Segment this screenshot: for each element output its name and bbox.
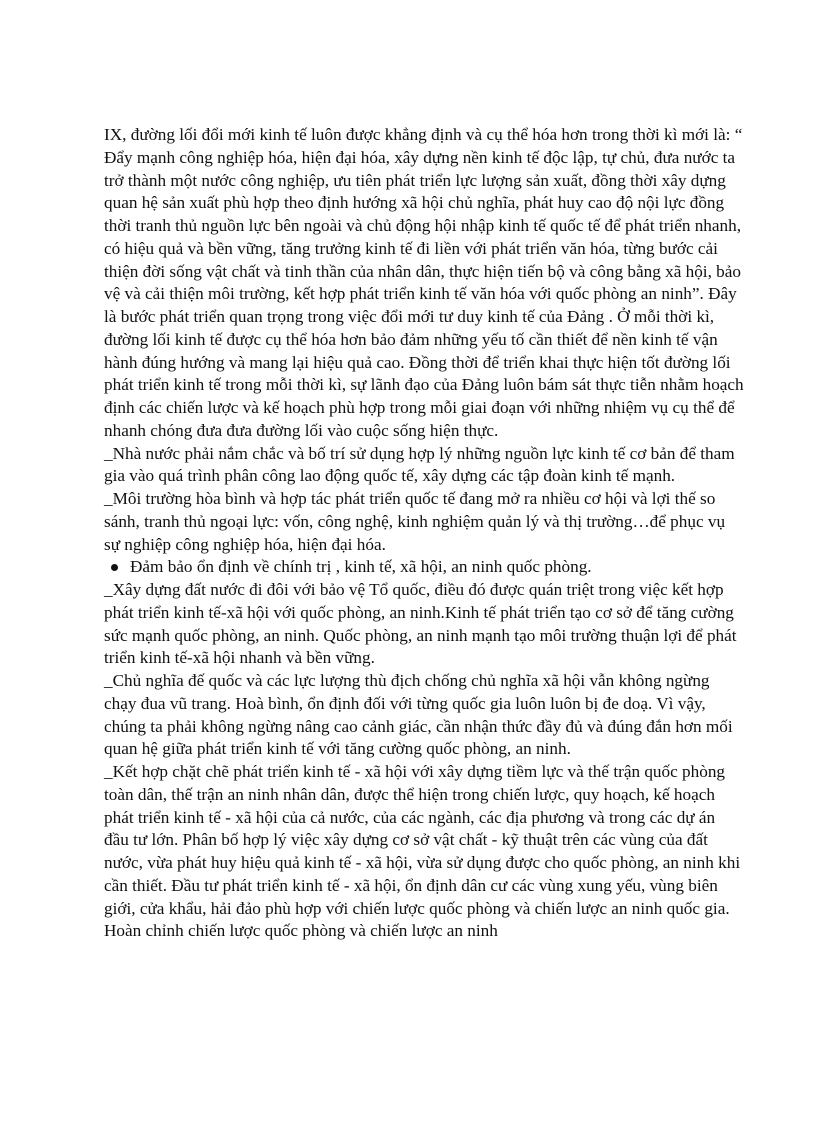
paragraph-build-protect: _Xây dựng đất nước đi đôi với bảo vệ Tổ quốc, điều đó được quán triệt trong việc kết hợp phát triển kinh tế-xã hội với quốc phòng, an ninh.Kinh tế phát triển tạo cơ sở để tăng cường sức mạnh quốc phòng, an ninh. Quốc phòng, an ninh mạnh tạo môi trường thuận lợi để phát triển kinh tế-xã hội nhanh và bền vững.: [104, 580, 737, 668]
body-text: [104, 124, 744, 943]
paragraph-state-resources: _Nhà nước phải nắm chắc và bố trí sử dụng hợp lý những nguồn lực kinh tế cơ bản để tham gia vào quá trình phân công lao động quốc tế, xây dựng các tập đoàn kinh tế mạnh.: [104, 443, 735, 486]
paragraph-imperialism: _Chủ nghĩa đế quốc và các lực lượng thù địch chống chủ nghĩa xã hội vẫn không ngừng chạy đua vũ trang. Hoà bình, ổn định đối với từng quốc gia luôn luôn bị đe doạ. Vì vậy, chúng ta phải không ngừng nâng cao cảnh giác, cần nhận thức đầy đủ và đúng đắn hơn mối quan hệ giữa phát triển kinh tế với tăng cường quốc phòng, an ninh.: [104, 671, 733, 759]
paragraph-combine: _Kết hợp chặt chẽ phát triển kinh tế - xã hội với xây dựng tiềm lực và thế trận quốc phòng toàn dân, thế trận an ninh nhân dân, được thể hiện trong chiến lược, quy hoạch, kế hoạch phát triển kinh tế - xã hội của cả nước, của các ngành, các địa phương và trong các dự án đầu tư lớn. Phân bố hợp lý việc xây dựng cơ sở vật chất - kỹ thuật trên các vùng của đất nước, vừa phát huy hiệu quả kinh tế - xã hội, vừa sử dụng được cho quốc phòng, an ninh khi cần thiết. Đầu tư phát triển kinh tế - xã hội, ổn định dân cư các vùng xung yếu, vùng biên giới, cửa khẩu, hải đảo phù hợp với chiến lược quốc phòng và chiến lược an ninh quốc gia. Hoàn chỉnh chiến lược quốc phòng và chiến lược an ninh: [104, 762, 741, 941]
paragraph-peace-environment: _Môi trường hòa bình và hợp tác phát triển quốc tế đang mở ra nhiều cơ hội và lợi thế so sánh, tranh thủ ngoại lực: vốn, công nghệ, kinh nghiệm quản lý và thị trường…để phục vụ sự nghiệp công nghiệp hóa, hiện đại hóa.: [104, 489, 726, 554]
paragraph-intro: IX, đường lối đổi mới kinh tế luôn được khẳng định và cụ thể hóa hơn trong thời kì mới là: “ Đẩy mạnh công nghiệp hóa, hiện đại hóa, xây dựng nền kinh tế độc lập, tự chủ, đưa nước ta trở thành một nước công nghiệp, ưu tiên phát triển lực lượng sản xuất, đồng thời xây dựng quan hệ sản xuất phù hợp theo định hướng xã hội chủ nghĩa, phát huy cao độ nội lực đồng thời tranh thủ nguồn lực bên ngoài và chủ động hội nhập kinh tế quốc tế để phát triển nhanh, có hiệu quả và bền vững, tăng trưởng kinh tế đi liền với phát triển văn hóa, từng bước cải thiện đời sống vật chất và tinh thần của nhân dân, thực hiện tiến bộ và công bằng xã hội, bảo vệ và cải thiện môi trường, kết hợp phát triển kinh tế văn hóa với quốc phòng an ninh”. Đây là bước phát triển quan trọng trong việc đổi mới tư duy kinh tế của Đảng . Ở mỗi thời kì, đường lối kinh tế được cụ thể hóa hơn bảo đảm những yếu tố cần thiết để nền kinh tế vận hành đúng hướng và mang lại hiệu quả cao. Đồng thời để triển khai thực hiện tốt đường lối phát triển kinh tế trong mỗi thời kì, sự lãnh đạo của Đảng luôn bám sát thực tiễn nhằm hoạch định các chiến lược và kế hoạch phù hợp trong mỗi giai đoạn với những nhiệm vụ cụ thể để nhanh chóng đưa đưa đường lối vào cuộc sống hiện thực.: [104, 125, 744, 440]
bullet-item: [104, 556, 744, 579]
bullet-dot-icon: [111, 564, 118, 571]
bullet-item-text: Đảm bảo ổn định về chính trị , kinh tế, xã hội, an ninh quốc phòng.: [130, 557, 592, 577]
